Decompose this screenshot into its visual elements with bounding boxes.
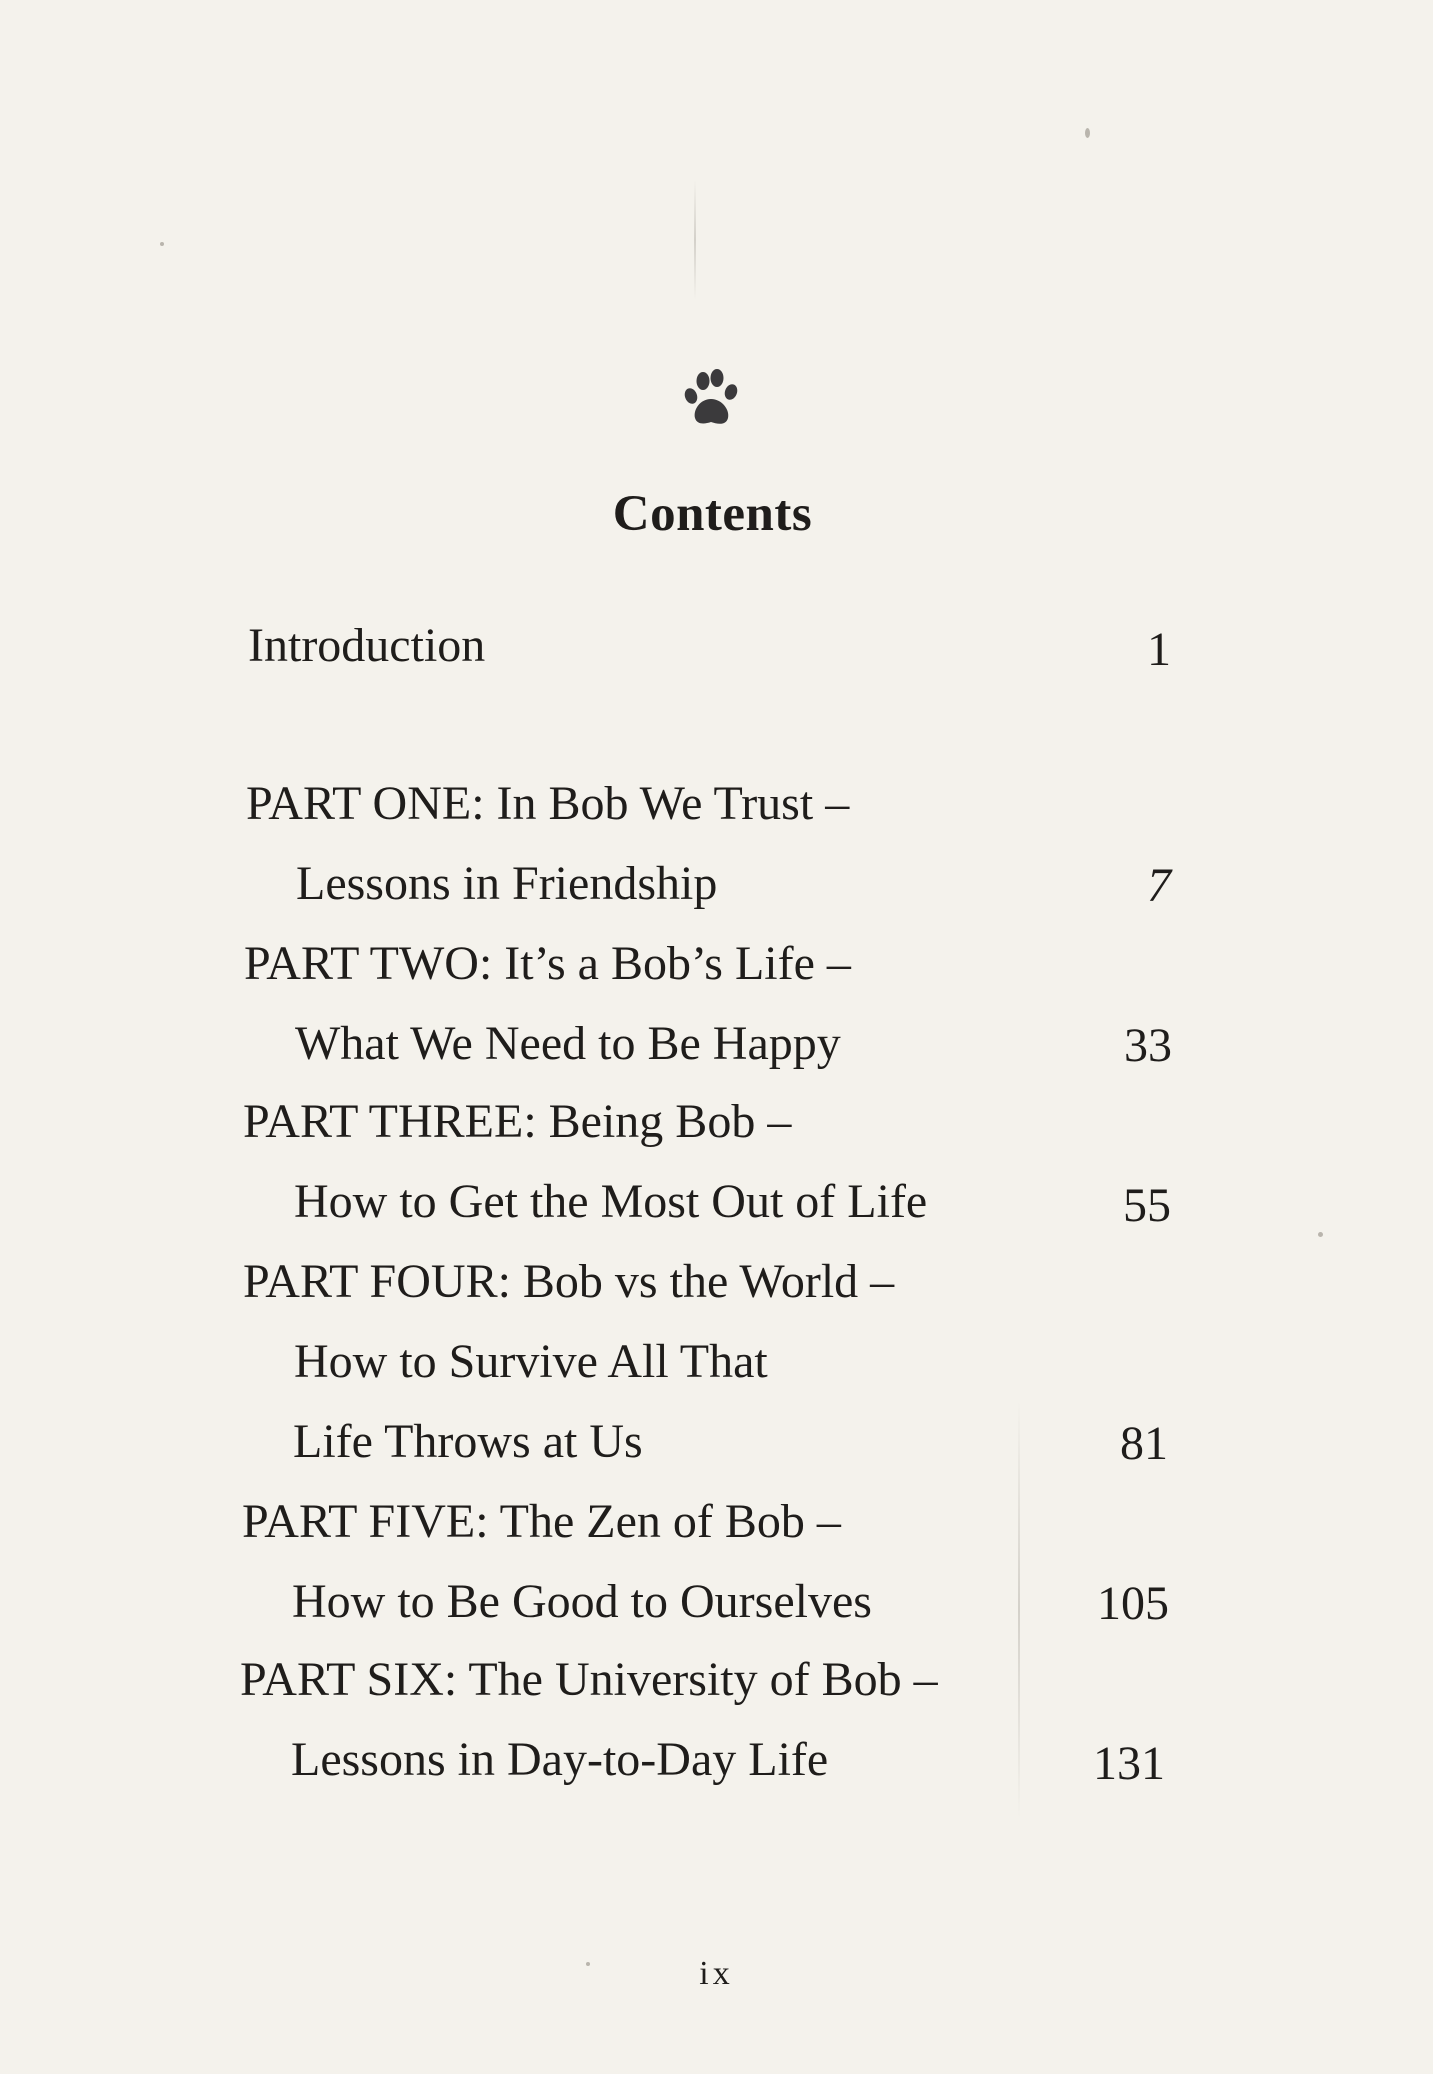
toc-page-number: 7 <box>1147 859 1171 912</box>
toc-entry-subtitle: Life Throws at Us <box>293 1415 643 1468</box>
toc-entry-introduction: Introduction <box>248 619 486 672</box>
toc-entry-subtitle: How to Survive All That <box>294 1335 768 1388</box>
toc-page-number: 1 <box>1147 623 1171 676</box>
toc-entry-part-one: PART ONE: In Bob We Trust – <box>246 777 850 830</box>
page-title: Contents <box>612 486 813 542</box>
paper-speck <box>1085 128 1090 138</box>
toc-entry-subtitle: Lessons in Friendship <box>296 857 718 910</box>
paper-speck <box>1318 1232 1323 1237</box>
toc-entry-part-three: PART THREE: Being Bob – <box>243 1095 792 1148</box>
toc-entry-part-four: PART FOUR: Bob vs the World – <box>243 1255 895 1308</box>
toc-entry-part-two: PART TWO: It’s a Bob’s Life – <box>244 937 851 990</box>
paw-print-icon <box>680 368 750 438</box>
toc-entry-subtitle: How to Get the Most Out of Life <box>294 1175 928 1228</box>
toc-page-number: 105 <box>1097 1577 1169 1630</box>
toc-entry-subtitle: How to Be Good to Ourselves <box>292 1575 872 1628</box>
page-folio: ix <box>699 1955 734 1992</box>
toc-page-number: 81 <box>1120 1417 1168 1470</box>
paper-crease <box>1018 1400 1020 1820</box>
toc-page-number: 55 <box>1123 1179 1171 1232</box>
paper-crease <box>694 180 696 300</box>
toc-page-number: 33 <box>1124 1019 1172 1072</box>
toc-entry-subtitle: What We Need to Be Happy <box>295 1017 841 1070</box>
toc-entry-part-six: PART SIX: The University of Bob – <box>240 1653 938 1706</box>
toc-entry-part-five: PART FIVE: The Zen of Bob – <box>242 1495 841 1548</box>
paper-speck <box>160 242 164 246</box>
toc-page-number: 131 <box>1093 1737 1165 1790</box>
toc-entry-subtitle: Lessons in Day-to-Day Life <box>291 1733 829 1786</box>
